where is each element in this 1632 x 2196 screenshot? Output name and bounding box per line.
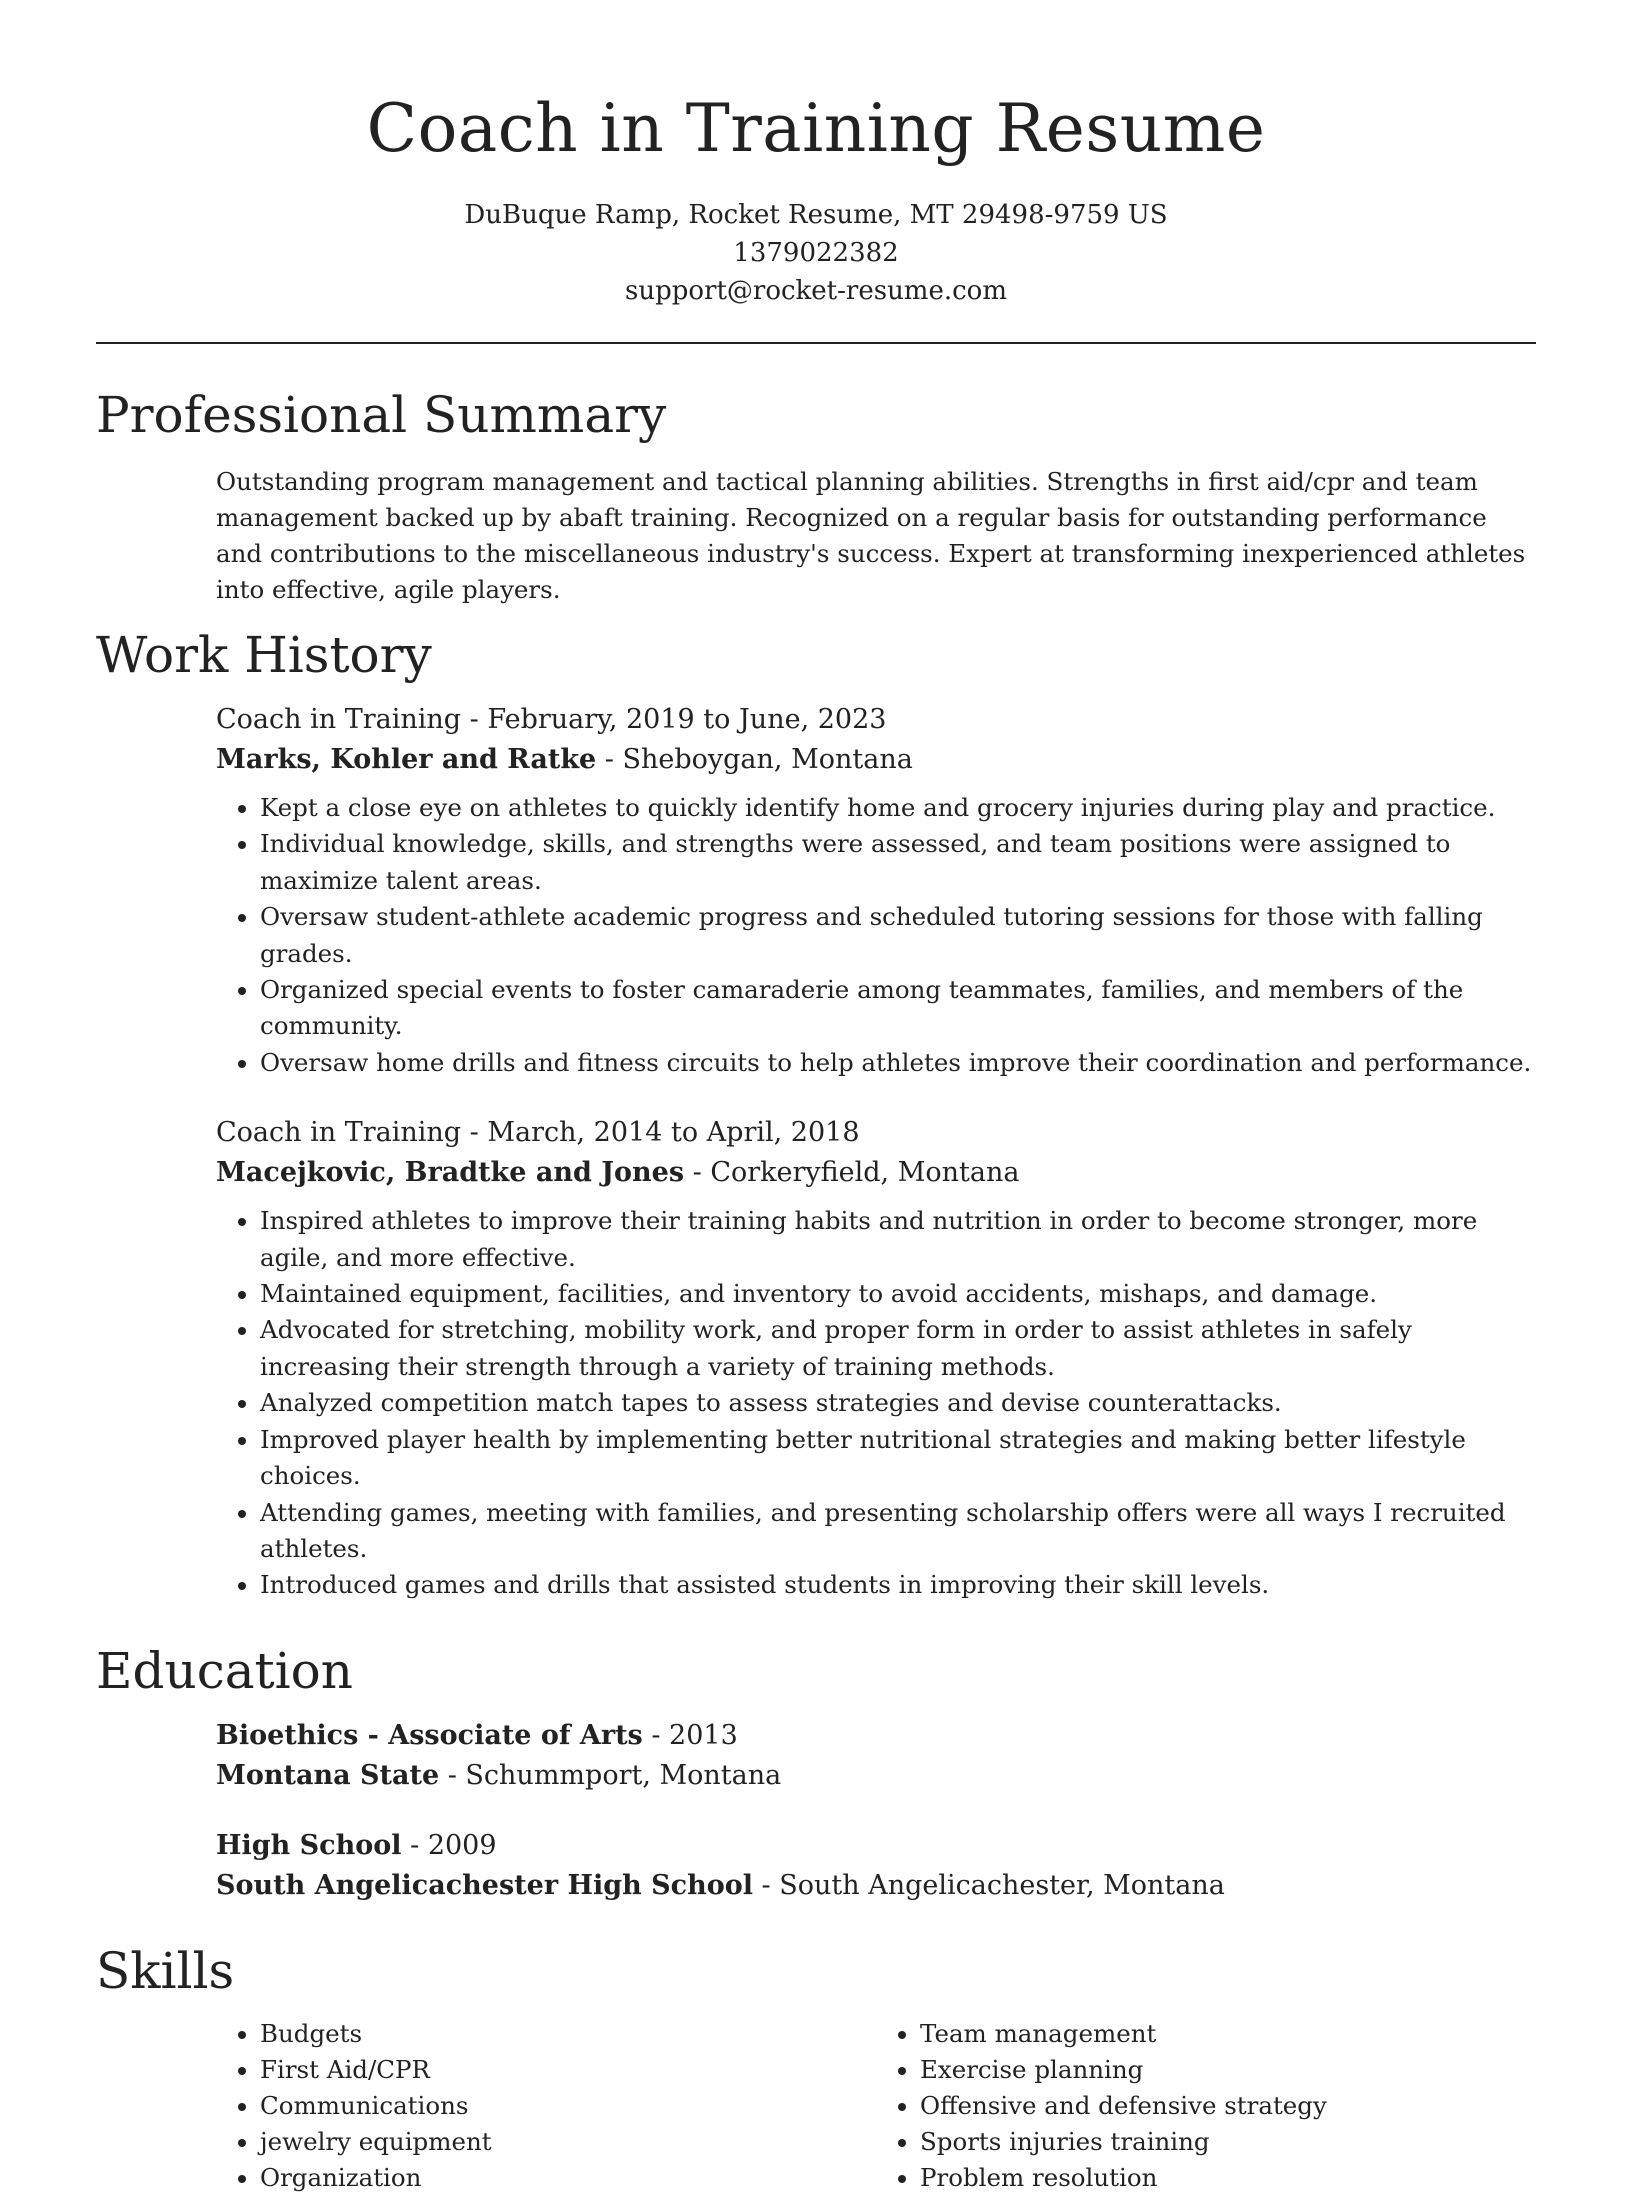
job-dates: - March, 2014 to April, 2018 bbox=[461, 1117, 860, 1149]
education-degree-line bbox=[216, 1826, 1536, 1866]
list-item: • Kept a close eye on athletes to quickly identify home and grocery injuries during play and practice. bbox=[260, 790, 1536, 826]
list-item: • Improved player health by implementing better nutritional strategies and making better lifestyle choices. bbox=[260, 1422, 1536, 1495]
contact-email: support@rocket-resume.com bbox=[624, 276, 1007, 306]
education-entry bbox=[216, 1716, 1536, 1796]
list-item: • Team management bbox=[920, 2016, 1536, 2052]
skills-column-left bbox=[216, 2016, 876, 2196]
list-item: • Introduced games and drills that assisted students in improving their skill levels. bbox=[260, 1567, 1536, 1603]
contact-address: DuBuque Ramp, Rocket Resume, MT 29498-9759 US bbox=[464, 200, 1168, 230]
summary-heading: Professional Summary bbox=[96, 386, 667, 444]
list-item: • Analyzed competition match tapes to assess strategies and devise counterattacks. bbox=[260, 1385, 1536, 1421]
list-item: • Sports injuries training bbox=[920, 2124, 1536, 2160]
education-year: - 2009 bbox=[401, 1829, 497, 1861]
list-item: • Communications bbox=[260, 2088, 876, 2124]
education-school-line bbox=[216, 1756, 1536, 1796]
job-title: Coach in Training bbox=[216, 704, 462, 735]
list-item: • Budgets bbox=[260, 2016, 876, 2052]
education-field: Bioethics bbox=[216, 1719, 359, 1751]
job-bullets bbox=[216, 1203, 1536, 1603]
summary-text: Outstanding program management and tactical planning abilities. Strengths in first aid/cpr and team management backed up by abaft training. Recognized on a regular basis for outstanding performance and contributions to the miscellaneous industry's success. Expert at transforming inexperienced athletes into effective, agile players. bbox=[216, 467, 1526, 604]
summary-section bbox=[216, 464, 1536, 608]
resume-content bbox=[96, 380, 1536, 2196]
education-entry bbox=[216, 1826, 1536, 1906]
list-item: • Inspired athletes to improve their training habits and nutrition in order to become stronger, more agile, and more effective. bbox=[260, 1203, 1536, 1276]
job-title-line bbox=[216, 1113, 1536, 1153]
list-item: • Organized special events to foster camaraderie among teammates, families, and members of the community. bbox=[260, 972, 1536, 1045]
skills-heading: Skills bbox=[96, 1941, 235, 2000]
list-item: • First Aid/CPR bbox=[260, 2052, 876, 2088]
education-degree-line bbox=[216, 1716, 1536, 1756]
list-item: • Problem resolution bbox=[920, 2160, 1536, 2196]
education-location: - Schummport, Montana bbox=[439, 1759, 782, 1791]
skills-section bbox=[216, 2016, 1536, 2196]
job-company: Marks, Kohler and Ratke bbox=[216, 744, 597, 775]
list-item: • Offensive and defensive strategy bbox=[920, 2088, 1536, 2124]
work-history-heading: Work History bbox=[96, 626, 432, 684]
list-item: • Organization bbox=[260, 2160, 876, 2196]
list-item: • Exercise planning bbox=[920, 2052, 1536, 2088]
header-divider bbox=[96, 342, 1536, 344]
education-location: - South Angelicachester, Montana bbox=[752, 1869, 1225, 1901]
education-school: Montana State bbox=[216, 1759, 440, 1791]
job-location: - Sheboygan, Montana bbox=[596, 744, 913, 775]
contact-phone: 1379022382 bbox=[733, 238, 899, 268]
job-company-line bbox=[216, 1153, 1536, 1193]
job-title-line bbox=[216, 700, 1536, 740]
skills-grid bbox=[216, 2016, 1536, 2196]
job-company: Macejkovic, Bradtke and Jones bbox=[216, 1157, 685, 1189]
job-location: - Corkeryfield, Montana bbox=[684, 1157, 1020, 1189]
education-heading: Education bbox=[96, 1641, 353, 1700]
job-entry bbox=[216, 1113, 1536, 1603]
page-title: Coach in Training Resume bbox=[366, 90, 1266, 167]
list-item: • Maintained equipment, facilities, and inventory to avoid accidents, mishaps, and damage. bbox=[260, 1276, 1536, 1312]
education-year: - 2013 bbox=[642, 1719, 738, 1751]
education-degree: High School bbox=[216, 1829, 402, 1861]
resume-header bbox=[0, 0, 1632, 310]
job-company-line bbox=[216, 740, 1536, 780]
job-dates: - February, 2019 to June, 2023 bbox=[461, 704, 887, 735]
job-bullets bbox=[216, 790, 1536, 1081]
job-entry bbox=[216, 700, 1536, 1081]
contact-info bbox=[0, 196, 1632, 310]
education-degree: - Associate of Arts bbox=[358, 1719, 643, 1751]
education-school-line bbox=[216, 1866, 1536, 1906]
list-item: • Oversaw home drills and fitness circuits to help athletes improve their coordination and performance. bbox=[260, 1045, 1536, 1081]
list-item: • jewelry equipment bbox=[260, 2124, 876, 2160]
education-school: South Angelicachester High School bbox=[216, 1869, 753, 1901]
list-item: • Individual knowledge, skills, and strengths were assessed, and team positions were assigned to maximize talent areas. bbox=[260, 826, 1536, 899]
list-item: • Advocated for stretching, mobility work, and proper form in order to assist athletes in safely increasing their strength through a variety of training methods. bbox=[260, 1312, 1536, 1385]
education-section bbox=[216, 1716, 1536, 1906]
job-title: Coach in Training bbox=[216, 1117, 462, 1149]
skills-column-right bbox=[876, 2016, 1536, 2196]
list-item: • Oversaw student-athlete academic progress and scheduled tutoring sessions for those with falling grades. bbox=[260, 899, 1536, 972]
work-history-section bbox=[216, 700, 1536, 1604]
list-item: • Attending games, meeting with families, and presenting scholarship offers were all ways I recruited athletes. bbox=[260, 1495, 1536, 1568]
